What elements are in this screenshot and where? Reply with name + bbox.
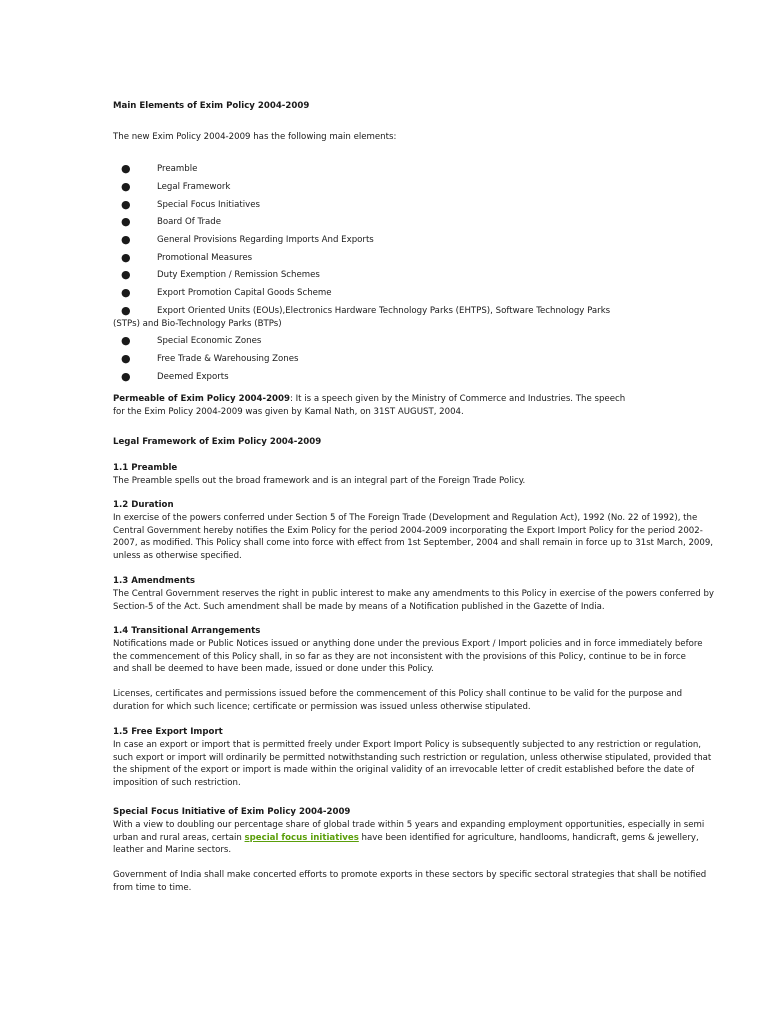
- section-1-2-text: In exercise of the powers conferred under Section 5 of The Foreign Trade (Development and Regulation Act), 1992 (No. 22 of 1992), the Central Government hereby notifies the Exim Policy for the period 2004-2009 incorporating the Export Import Policy for the period 2002- 2007, as modified. This Policy shall come into force with effect from 1st September, 2004 and shall remain in force up to 31st March, 2009, unless as otherwise specified.: [113, 513, 714, 561]
- section-1-3-text: The Central Government reserves the right in public interest to make any amendments to this Policy in exercise of the powers conferred by Section-5 of the Act. Such amendment shall be made by means of a Notification published in the Gazette of India.: [113, 589, 715, 612]
- main-elements-heading: Main Elements of Exim Policy 2004-2009: [113, 101, 310, 111]
- bullet-icon: ●: [121, 162, 131, 175]
- permeable-paragraph: Permeable of Exim Policy 2004-2009: It is a speech given by the Ministry of Commerce and Industries. The speech for the Exim Policy 2004-2009 was given by Kamal Nath, on 31ST AUGUST, 2004.: [113, 394, 626, 417]
- bullet-icon: ●: [121, 198, 131, 211]
- bullet-icon: ●: [121, 304, 131, 317]
- special-focus-text-2: Government of India shall make concerted efforts to promote exports in these sectors by specific sectoral strategies that shall be notified from time to time.: [113, 870, 707, 893]
- bullet-icon: ●: [121, 268, 131, 281]
- bullet-icon: ●: [121, 334, 131, 347]
- section-1-4-text-2: Licenses, certificates and permissions issued before the commencement of this Policy shall continue to be valid for the purpose and duration for which such licence; certificate or permission was issued unless otherwise stipulated.: [113, 689, 683, 712]
- section-1-5-heading: 1.5 Free Export Import: [113, 727, 223, 737]
- section-1-4-text: Notifications made or Public Notices issued or anything done under the previous Export / Import policies and in force immediately before the commencement of this Policy shall, in so far as they are not inconsistent with the provisions of this Policy, continue to be in force and shall be deemed to have been made, issued or done under this Policy.: [113, 639, 703, 675]
- bullet-icon: ●: [121, 352, 131, 365]
- bullet-icon: ●: [121, 215, 131, 228]
- bullet-icon: ●: [121, 233, 131, 246]
- document-page: Main Elements of Exim Policy 2004-2009 The new Exim Policy 2004-2009 has the following main elements: ● Preamble ● Legal Framework ● Special Focus Initiatives ● Board Of Trade ● General Provisions Regarding Imports And Exports ● Promotional Measures ● Duty Exemption / Remission Schemes ● Export Promotion Capital Goods Scheme ● Export Oriented Units (EOUs),Electronics Hardware Technology Parks (EHTPS), Software Technology Parks (STPs) and Bio-Technology Parks (BTPs) ● Special Economic Zones ● Free Trade & Warehousing Zones ● Deemed Exports Permeable of Exim Policy 2004-2009: It is a speech given by the Ministry of Commerce and Industries. The speech for the Exim Policy 2004-2009 was given by Kamal Nath, on 31ST AUGUST, 2004. Legal Framework of Exim Policy 2004-2009 1.1 Preamble The Preamble spells out the broad framework and is an integral part of the Foreign Trade Policy. 1.2 Duration In exercise of the powers conferred under Section 5 of The Foreign Trade (Development and Regulation Act), 1992 (No. 22 of 1992), the Central Government hereby notifies the Exim Policy for the period 2004-2009 incorporating the Export Import Policy for the period 2002- 2007, as modified. This Policy shall come into force with effect from 1st September, 2004 and shall remain in force up to 31st March, 2009, unless as otherwise specified. 1.3 Amendments The Central Government reserves the right in public interest to make any amendments to this Policy in exercise of the powers conferred by Section-5 of the Act. Such amendment shall be made by means of a Notification published in the Gazette of India. 1.4 Transitional Arrangements Notifications made or Public Notices issued or anything done under the previous Export / Import policies and in force immediately before the commencement of this Policy shall, in so far as they are not inconsistent with the provisions of this Policy, continue to be in force and shall be deemed to have been made, issued or done under this Policy. Licenses, certificates and permissions issued before the commencement of this Policy shall continue to be valid for the purpose and duration for which such licence; certificate or permission was issued unless otherwise stipulated. 1.5 Free Export Import In case an export or import that is permitted freely under Export Import Policy is subsequently subjected to any restriction or regulation, such export or import will ordinarily be permitted notwithstanding such restriction or regulation, unless otherwise stipulated, provided that the shipment of the export or import is made within the original validity of an irrevocable letter of credit established before the date of imposition of such restriction. Special Focus Initiative of Exim Policy 2004-2009 With a view to doubling our percentage share of global trade within 5 years and expanding employment opportunities, especially in semi urban and rural areas, certain special focus initiatives have been identified for agriculture, handlooms, handicraft, gems & jewellery, leather and Marine sectors. Government of India shall make concerted efforts to promote exports in these sectors by specific sectoral strategies that shall be notified from time to time.: [113, 101, 715, 893]
- special-focus-initiatives-link[interactable]: special focus initiatives: [244, 832, 359, 843]
- bullet-icon: ●: [121, 370, 131, 383]
- section-1-4-heading: 1.4 Transitional Arrangements: [113, 626, 261, 636]
- list-item: ● Export Oriented Units (EOUs),Electronics Hardware Technology Parks (EHTPS), Software Technology Parks (STPs) and Bio-Technology Parks (BTPs): [113, 304, 611, 329]
- special-focus-heading: Special Focus Initiative of Exim Policy 2004-2009: [113, 807, 351, 817]
- section-1-2-heading: 1.2 Duration: [113, 500, 174, 510]
- bullet-icon: ●: [121, 286, 131, 299]
- legal-framework-heading: Legal Framework of Exim Policy 2004-2009: [113, 437, 322, 447]
- section-1-1-heading: 1.1 Preamble: [113, 463, 178, 473]
- section-1-3-heading: 1.3 Amendments: [113, 576, 196, 586]
- special-focus-text: With a view to doubling our percentage share of global trade within 5 years and expanding employment opportunities, especially in semi urban and rural areas, certain special focus initiatives have been identified for agriculture, handlooms, handicraft, gems & jewellery, leather and Marine sectors.: [113, 820, 705, 856]
- intro-paragraph: The new Exim Policy 2004-2009 has the following main elements:: [113, 132, 397, 142]
- section-1-1-text: The Preamble spells out the broad framework and is an integral part of the Foreign Trade Policy.: [113, 476, 526, 486]
- bullet-icon: ●: [121, 180, 131, 193]
- permeable-label: Permeable of Exim Policy 2004-2009: [113, 394, 290, 404]
- bullet-icon: ●: [121, 251, 131, 264]
- section-1-5-text: In case an export or import that is permitted freely under Export Import Policy is subsequently subjected to any restriction or regulation, such export or import will ordinarily be permitted notwithstanding such restriction or regulation, unless otherwise stipulated, provided that the shipment of the export or import is made within the original validity of an irrevocable letter of credit established before the date of imposition of such restriction.: [113, 740, 712, 788]
